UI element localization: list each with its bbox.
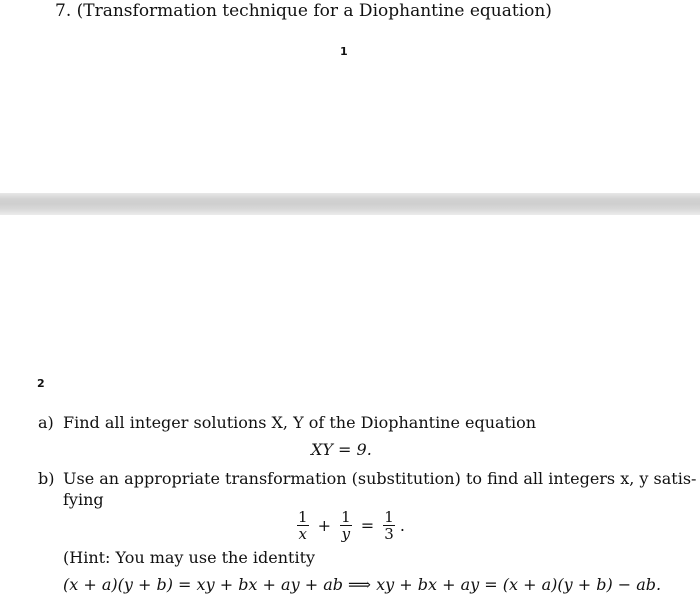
part-b-equation [297, 509, 405, 542]
fraction-denominator: x [298, 525, 307, 543]
fraction-one-over-x [297, 509, 309, 542]
fraction-numerator: 1 [341, 508, 351, 526]
fraction-numerator: 1 [298, 508, 308, 526]
hint-text: (Hint: You may use the identity [63, 548, 316, 567]
fraction-one-over-y [340, 509, 352, 542]
fraction-denominator: 3 [384, 525, 394, 543]
page-number: 1 [340, 45, 348, 58]
plus-sign: + [317, 516, 332, 535]
fraction-one-over-three [383, 509, 395, 542]
fraction-denominator: y [341, 525, 351, 543]
equals-sign: = [360, 516, 375, 535]
part-b-text-line1: Use an appropriate transformation (substitution) to find all integers x, y satis- [63, 469, 697, 488]
fraction-numerator: 1 [384, 508, 394, 526]
page-divider [0, 193, 700, 215]
part-a-text: Find all integer solutions X, Y of the Diophantine equation [63, 413, 537, 432]
period: . [399, 516, 406, 535]
page-number: 2 [37, 377, 45, 390]
part-b-text-line2: fying [63, 490, 104, 509]
part-a-label: a) [38, 413, 54, 432]
problem-title: 7. (Transformation technique for a Diophantine equation) [55, 1, 552, 21]
part-b-label: b) [38, 469, 55, 488]
identity-equation: (x + a)(y + b) = xy + bx + ay + ab ⟹ xy + bx + ay = (x + a)(y + b) − ab. [63, 575, 662, 594]
part-a-equation: XY = 9. [311, 440, 372, 459]
